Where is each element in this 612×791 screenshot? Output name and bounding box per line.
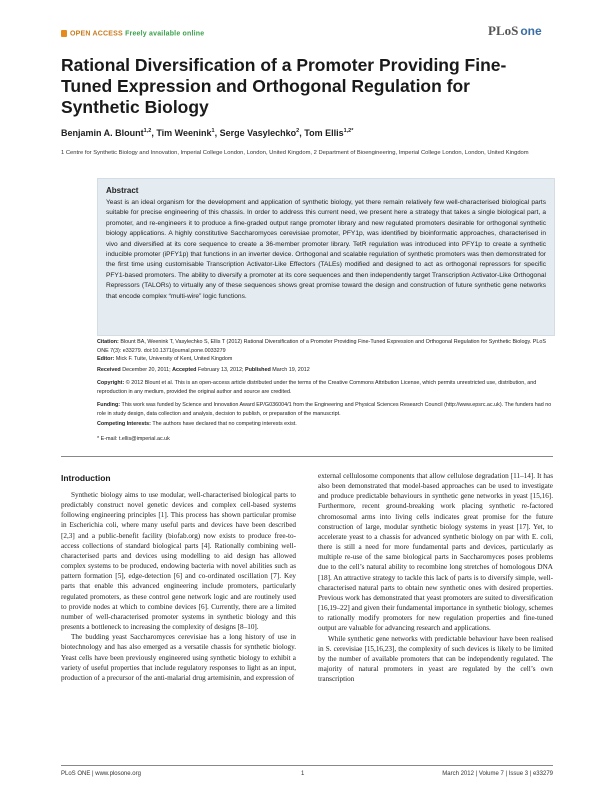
author-affiliation-marker: 1,2*: [343, 128, 354, 134]
access-label: ACCESS: [92, 30, 123, 38]
email-line[interactable]: * E-mail: t.ellis@imperial.ac.uk: [97, 436, 170, 442]
author-affiliation-marker: 1: [211, 128, 215, 134]
paragraph: Synthetic biology aims to use modular, well-characterised biological parts to predictably construct novel genetic devices and complex cell-based systems following engineering principles [1]. This process has shown particular promise in Escherichia coli, where many useful parts and devices have been described [2,3] and a public-benefit facility (biofab.org) now exists to produce free-to-access collections of standard biological parts [4]. Rationally combining well-characterised parts and devices using modelling to aid design has allowed complex systems to be produced, endowing bacteria with novel abilities such as pattern formation [5], edge-detection [6] and co-ordinated oscillation [7]. Key parts that enable this advanced engineering include promoters, particularly regulated promoters, as these control gene network logic and are routinely used to provide nodes at which to combine devices [6]. Currently, there are a limited number of well-characterised promoter systems in synthetic biology and this presents a bottleneck to increasing the complexity of designs [8–10].: [61, 491, 296, 632]
editor-label: Editor:: [97, 356, 115, 362]
citation-label: Citation:: [97, 339, 119, 345]
citation-text: Blount BA, Weenink T, Vasylechko S, Ellis T (2012) Rational Diversification of a Promoter Providing Fine-Tuned Expression and Orthogonal Regulation for Synthetic Biology. PLoS ONE 7(3): e33279. doi:10.1371/journal.pone.0033279: [97, 339, 546, 354]
abstract-box: [97, 178, 555, 336]
paragraph: The budding yeast Saccharomyces cerevisiae has a long history of use in biotechnology and has also emerged as a versatile chassis for synthetic biology. Yeast cells have been previously engineered using synthetic biology to exhibit a variety of useful properties that include regulatory responses to light as an input, production of a precursor of the anti-malarial drug artemisinin, and expression of: [61, 633, 296, 682]
copyright-line: [97, 379, 553, 396]
footer-page-number: 1: [301, 771, 305, 777]
author-name[interactable]: Tom Ellis: [304, 128, 344, 138]
accepted-date: February 13, 2012;: [197, 367, 244, 373]
received-label: Received: [97, 367, 121, 373]
author-affiliation-marker: 1,2: [143, 128, 152, 134]
author-name[interactable]: Serge Vasylechko: [219, 128, 297, 138]
open-access-lock-icon: [61, 30, 67, 37]
open-access-label: OPEN: [70, 30, 91, 38]
paragraph: While synthetic gene networks with predictable behaviour have been realised in S. cerevisiae [15,16,23], the complexity of such devices is likely to be limited by the number of available promoters that can be independently regulated. The majority of natural promoters in yeast are regulated by the cell’s own transcription: [318, 634, 553, 684]
funding-line: [97, 401, 553, 418]
received-date: December 20, 2011;: [122, 367, 171, 373]
freely-available-label: Freely available online: [125, 30, 205, 38]
introduction-heading: Introduction: [61, 473, 111, 483]
funding-label: Funding:: [97, 402, 121, 408]
article-title: Rational Diversification of a Promoter Providing Fine-Tuned Expression and Orthogonal Regulation for Synthetic Biology: [61, 55, 507, 117]
editor-text: Mick F. Tuite, University of Kent, United Kingdom: [115, 356, 233, 362]
open-access-banner: [61, 30, 204, 37]
dates-line: [97, 366, 553, 375]
section-divider: [61, 456, 553, 457]
competing-interests-line: [97, 420, 553, 429]
logo-one-text: one: [520, 24, 542, 38]
footer-issue: March 2012 | Volume 7 | Issue 3 | e33279: [442, 771, 553, 777]
footer-divider: [61, 765, 553, 766]
body-column-right: [318, 471, 553, 759]
author-list: Benjamin A. Blount$^{1,2}$, Tim Weenink$^1$, Serge Vasylechko$^2$, Tom Ellis$^{1,2*}$: [61, 128, 354, 138]
author-name[interactable]: Benjamin A. Blount: [61, 128, 144, 138]
competing-interests-text: The authors have declared that no competing interests exist.: [152, 421, 297, 427]
editor-line: [97, 355, 553, 364]
author-name[interactable]: Tim Weenink: [156, 128, 212, 138]
competing-interests-label: Competing Interests:: [97, 421, 151, 427]
citation-line: [97, 338, 553, 355]
copyright-label: Copyright:: [97, 380, 125, 386]
logo-plos-text: PLoS: [488, 23, 519, 38]
paragraph: external cellulosome components that allow cellulose degradation [11–14]. It has also been demonstrated that model-based approaches can be used to investigate and produce predictable behaviours in synthetic gene networks in yeast [15,16]. Furthermore, recent ground-breaking work placing synthetic re-factored chromosomal arms into living cells indicates great promise for the future construction of large, modular synthetic biology systems in yeast [17]. Yet, to accelerate yeast to a chassis for advanced synthetic biology on par with E. coli, there is still a need for more fundamental parts and devices, particularly as multiple re-use of the same biological parts in Saccharomyces poses problems due to the cell’s natural ability to recombine long stretches of homologous DNA [18]. An attractive strategy to tackle this lack of parts is to diversify simple, well-characterised natural parts to obtain new synthetic ones with desired properties. Previous work has demonstrated that yeast promoters are suited to diversification [16,19–22] and given their fundamental importance in synthetic biology, schemes to rationally modify promoters for new regulation properties and fine-tuned output are valuable for advancing research and applications.: [318, 472, 553, 633]
plos-one-logo[interactable]: [488, 22, 552, 38]
page-footer: [61, 771, 553, 781]
copyright-text: © 2012 Blount et al. This is an open-access article distributed under the terms of the Creative Commons Attribution License, which permits unrestricted use, distribution, and reproduction in any medium, provided the original author and source are credited.: [97, 380, 537, 395]
accepted-label: Accepted: [172, 367, 197, 373]
abstract-text: Yeast is an ideal organism for the development and application of synthetic biology, yet there remain relatively few well-characterised biological parts suitable for precise engineering of this chassis. In order to address this current need, we present here a strategy that takes a single biological part, a promoter, and re-engineers it to produce a fine-graded output range promoter library and new regulated promoters desirable for orthogonal synthetic biology applications. A highly constitutive Saccharomyces cerevisiae promoter, PFY1p, was identified by bioinformatic approaches, characterised in vivo and diversified at its core sequence to create a 36-member promoter library. TetR regulation was introduced into PFY1p to create a synthetic inducible promoter (iPFY1p) that functions in an inverter device. Orthogonal and scalable regulation of synthetic promoters was then demonstrated for the first time using customisable Transcription Activator-Like Effectors (TALEs) modified and designed to act as orthogonal repressors for specific PFY1-based promoters. The ability to diversify a promoter at its core sequences and then independently target Transcription Activator-Like Orthogonal Repressors (TALORs) to virtually any of these sequences shows great promise toward the design and construction of future synthetic gene networks that encode complex “multi-wire” logic functions.: [106, 199, 546, 300]
affiliations: 1 Centre for Synthetic Biology and Innovation, Imperial College London, London, United Kingdom, 2 Department of Bioengineering, Imperial College London, London, United Kingdom: [61, 150, 529, 156]
funding-text: This work was funded by Science and Innovation Award EP/G036004/1 from the Engineering and Physical Sciences Research Council (http://www.epsrc.ac.uk). The funders had no role in study design, data collection and analysis, decision to publish, or preparation of the manuscript.: [97, 402, 552, 417]
author-affiliation-marker: 2: [296, 128, 300, 134]
body-column-left: [61, 490, 296, 760]
footer-journal[interactable]: PLoS ONE | www.plosone.org: [61, 771, 141, 777]
published-date: March 19, 2012: [272, 367, 310, 373]
published-label: Published: [244, 367, 271, 373]
abstract-heading: Abstract: [106, 186, 139, 195]
